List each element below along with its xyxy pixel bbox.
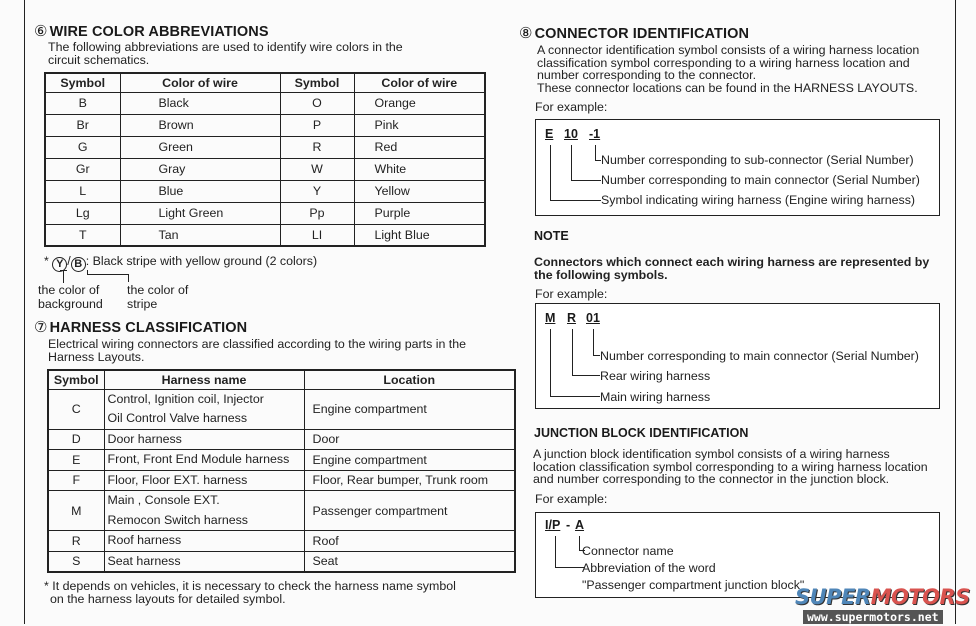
symbol-cell: E [48, 450, 104, 471]
column-header: Symbol [48, 370, 104, 389]
section-title: CONNECTOR IDENTIFICATION [534, 26, 750, 42]
code-main-harness: M [545, 311, 556, 325]
stripe-note [44, 254, 317, 272]
sub-connector-label: Number corresponding to sub-connector (Serial Number) [601, 153, 914, 167]
symbol-cell: L [45, 180, 120, 202]
slash: / [67, 254, 71, 268]
harness-name-cell [104, 389, 304, 429]
intro-line: location classification symbol corresponding to a wiring harness location [533, 459, 928, 474]
symbol-cell: C [48, 389, 104, 429]
connector-heading [519, 24, 749, 42]
table-row [45, 158, 485, 180]
symbol-cell: R [48, 531, 104, 552]
section-title: WIRE COLOR ABBREVIATIONS [49, 24, 269, 40]
code-rear-harness: R [567, 311, 577, 325]
section-number: ⑧ [519, 25, 533, 42]
symbol-cell: R [280, 136, 354, 158]
location-cell: Seat [304, 551, 515, 572]
intro-line: These connector locations can be found in the HARNESS LAYOUTS. [537, 80, 918, 95]
code-harness-symbol: E [545, 127, 554, 141]
harness-name-line: Floor, Floor EXT. harness [107, 472, 248, 487]
harness-table [47, 369, 516, 573]
harness-name-line: Seat harness [107, 553, 181, 568]
column-header: Color of wire [120, 73, 280, 92]
column-header: Harness name [104, 370, 304, 389]
color-cell: Yellow [354, 180, 485, 202]
label-line: the color of [127, 283, 189, 297]
table-row [48, 551, 515, 572]
symbol-cell: B [45, 92, 120, 114]
intro-line: number corresponding to the connector. [537, 68, 757, 82]
symbol-cell: G [45, 136, 120, 158]
leader-line [572, 375, 600, 376]
symbol-cell: Y [280, 180, 354, 202]
leader-line [572, 329, 573, 376]
junction-intro [533, 448, 928, 486]
logo-text-motors: MOTORS [870, 585, 970, 609]
background-label [38, 284, 103, 311]
symbol-cell: S [48, 551, 104, 572]
joint-connector-example-box [535, 303, 940, 409]
location-cell: Engine compartment [304, 389, 515, 429]
column-header: Symbol [45, 73, 120, 92]
intro-line: The following abbreviations are used to identify wire colors in the [48, 40, 403, 54]
location-cell: Roof [304, 531, 515, 552]
background-color-symbol: Y [52, 257, 67, 272]
footnote-line: on the harness layouts for detailed symbol. [50, 591, 286, 606]
leader-line [579, 536, 580, 551]
leader-line [571, 180, 601, 181]
leader-line [593, 329, 594, 356]
note-line: the following symbols. [534, 267, 668, 282]
harness-name-line: Door harness [107, 431, 182, 446]
leader-line [595, 145, 596, 161]
harness-heading [34, 318, 247, 336]
intro-line: classification symbol corresponding to a wiring harness location and [537, 55, 910, 70]
color-cell: Light Green [120, 202, 280, 224]
stripe-pointer-vert2 [128, 274, 129, 282]
harness-name-cell [104, 470, 304, 491]
connector-name-label: Connector name [582, 544, 674, 558]
logo-wordmark [795, 586, 975, 608]
symbol-cell: D [48, 429, 104, 450]
color-cell: Orange [354, 92, 485, 114]
table-row [45, 202, 485, 224]
stripe-pointer-horiz [87, 274, 129, 275]
background-pointer-tick [60, 270, 67, 271]
note-asterisk: * [44, 254, 49, 268]
connector-example-box [535, 119, 940, 216]
harness-name-cell [104, 429, 304, 450]
note-line: Connectors which connect each wiring harness are represented by [534, 255, 930, 269]
table-row [45, 92, 485, 114]
table-row [48, 491, 515, 531]
color-cell: Green [120, 136, 280, 158]
label-line: the color of [38, 283, 100, 297]
leader-line [550, 200, 601, 201]
logo-text-super: SUPER [795, 585, 871, 609]
main-harness-label: Main wiring harness [600, 390, 711, 404]
stripe-color-symbol: B [71, 257, 86, 272]
color-cell: Gray [120, 158, 280, 180]
table-row [45, 136, 485, 158]
color-cell: Purple [354, 202, 485, 224]
code-dash: - [566, 518, 571, 532]
abbreviation-label: Abbreviation of the word [582, 561, 716, 575]
leader-line [571, 145, 572, 181]
table-row [45, 224, 485, 246]
symbol-cell: T [45, 224, 120, 246]
color-cell: Red [354, 136, 485, 158]
table-row [45, 114, 485, 136]
harness-name-cell [104, 551, 304, 572]
footnote-line: * It depends on vehicles, it is necessary to check the harness name symbol [44, 579, 456, 593]
wire-color-table [44, 72, 486, 247]
serial-number-label: Number corresponding to main connector (Serial Number) [600, 349, 919, 363]
symbol-cell: Lg [45, 202, 120, 224]
harness-name-line: Control, Ignition coil, Injector [107, 391, 264, 406]
leader-line [593, 355, 600, 356]
for-example-label: For example: [535, 492, 608, 506]
section-title: HARNESS CLASSIFICATION [49, 320, 248, 336]
harness-name-line: Remocon Switch harness [107, 512, 248, 527]
color-cell: White [354, 158, 485, 180]
background-pointer-line [63, 270, 64, 283]
intro-line: and number corresponding to the connector in the junction block. [533, 472, 890, 486]
for-example-label: For example: [535, 287, 608, 301]
symbol-cell: W [280, 158, 354, 180]
location-cell: Passenger compartment [304, 491, 515, 531]
color-cell: Brown [120, 114, 280, 136]
section-number: ⑥ [34, 23, 48, 40]
column-header: Color of wire [354, 73, 485, 92]
intro-line: A connector identification symbol consists of a wiring harness location [537, 43, 920, 57]
intro-line: Electrical wiring connectors are classified according to the wiring parts in the [48, 337, 467, 351]
leader-line [550, 145, 551, 201]
harness-name-cell [104, 450, 304, 471]
page-right-border [955, 0, 956, 624]
label-line: background [38, 296, 103, 311]
harness-footnote [44, 580, 456, 605]
supermotors-watermark-logo [795, 586, 975, 622]
rear-harness-label: Rear wiring harness [600, 369, 711, 383]
stripe-label [127, 284, 188, 311]
page-left-border [24, 0, 25, 624]
symbol-cell: LI [280, 224, 354, 246]
color-cell: Pink [354, 114, 485, 136]
wire-color-heading [34, 22, 269, 40]
note-text [534, 256, 929, 281]
symbol-cell: F [48, 470, 104, 491]
table-row [48, 389, 515, 429]
junction-heading: JUNCTION BLOCK IDENTIFICATION [534, 426, 749, 440]
intro-line: Harness Layouts. [48, 349, 145, 364]
code-main-number: 10 [564, 127, 578, 141]
label-line: stripe [127, 296, 158, 311]
symbol-cell: Br [45, 114, 120, 136]
table-row [48, 450, 515, 471]
for-example-label: For example: [535, 100, 608, 114]
symbol-cell: Gr [45, 158, 120, 180]
color-cell: Blue [120, 180, 280, 202]
wire-color-intro [48, 41, 403, 66]
color-cell: Tan [120, 224, 280, 246]
intro-line: A junction block identification symbol consists of a wiring harness [533, 447, 890, 461]
harness-name-line: Front, Front End Module harness [107, 452, 290, 466]
logo-url: www.supermotors.net [803, 610, 943, 624]
symbol-cell: M [48, 491, 104, 531]
code-serial-number: 01 [586, 311, 600, 325]
main-connector-label: Number corresponding to main connector (Serial Number) [601, 173, 920, 187]
column-header: Symbol [280, 73, 354, 92]
symbol-cell: P [280, 114, 354, 136]
symbol-cell: Pp [280, 202, 354, 224]
harness-symbol-label: Symbol indicating wiring harness (Engine wiring harness) [601, 193, 916, 207]
code-ip: I/P [545, 518, 561, 532]
harness-name-line: Main , Console EXT. [107, 493, 220, 507]
color-cell: Light Blue [354, 224, 485, 246]
table-row [48, 470, 515, 491]
location-cell: Floor, Rear bumper, Trunk room [304, 470, 515, 491]
symbol-cell: O [280, 92, 354, 114]
abbreviation-meaning: "Passenger compartment junction block" [582, 578, 805, 592]
code-sub-number: -1 [589, 127, 601, 141]
harness-name-line: Oil Control Valve harness [107, 411, 248, 425]
column-header: Location [304, 370, 515, 389]
table-row [45, 180, 485, 202]
harness-name-line: Roof harness [107, 533, 182, 547]
connector-intro [537, 44, 919, 94]
leader-line [550, 329, 551, 397]
intro-line: circuit schematics. [48, 52, 150, 67]
leader-line [550, 396, 600, 397]
harness-name-cell [104, 491, 304, 531]
note-title: NOTE [534, 229, 569, 243]
leader-line [555, 536, 556, 568]
note-text: : Black stripe with yellow ground (2 colors) [85, 254, 318, 268]
table-row [48, 531, 515, 552]
location-cell: Door [304, 429, 515, 450]
color-cell: Black [120, 92, 280, 114]
code-connector-name: A [575, 518, 585, 532]
harness-intro [48, 338, 466, 363]
harness-name-cell [104, 531, 304, 552]
leader-line [555, 567, 585, 568]
section-number: ⑦ [34, 319, 48, 336]
location-cell: Engine compartment [304, 450, 515, 471]
table-row [48, 429, 515, 450]
